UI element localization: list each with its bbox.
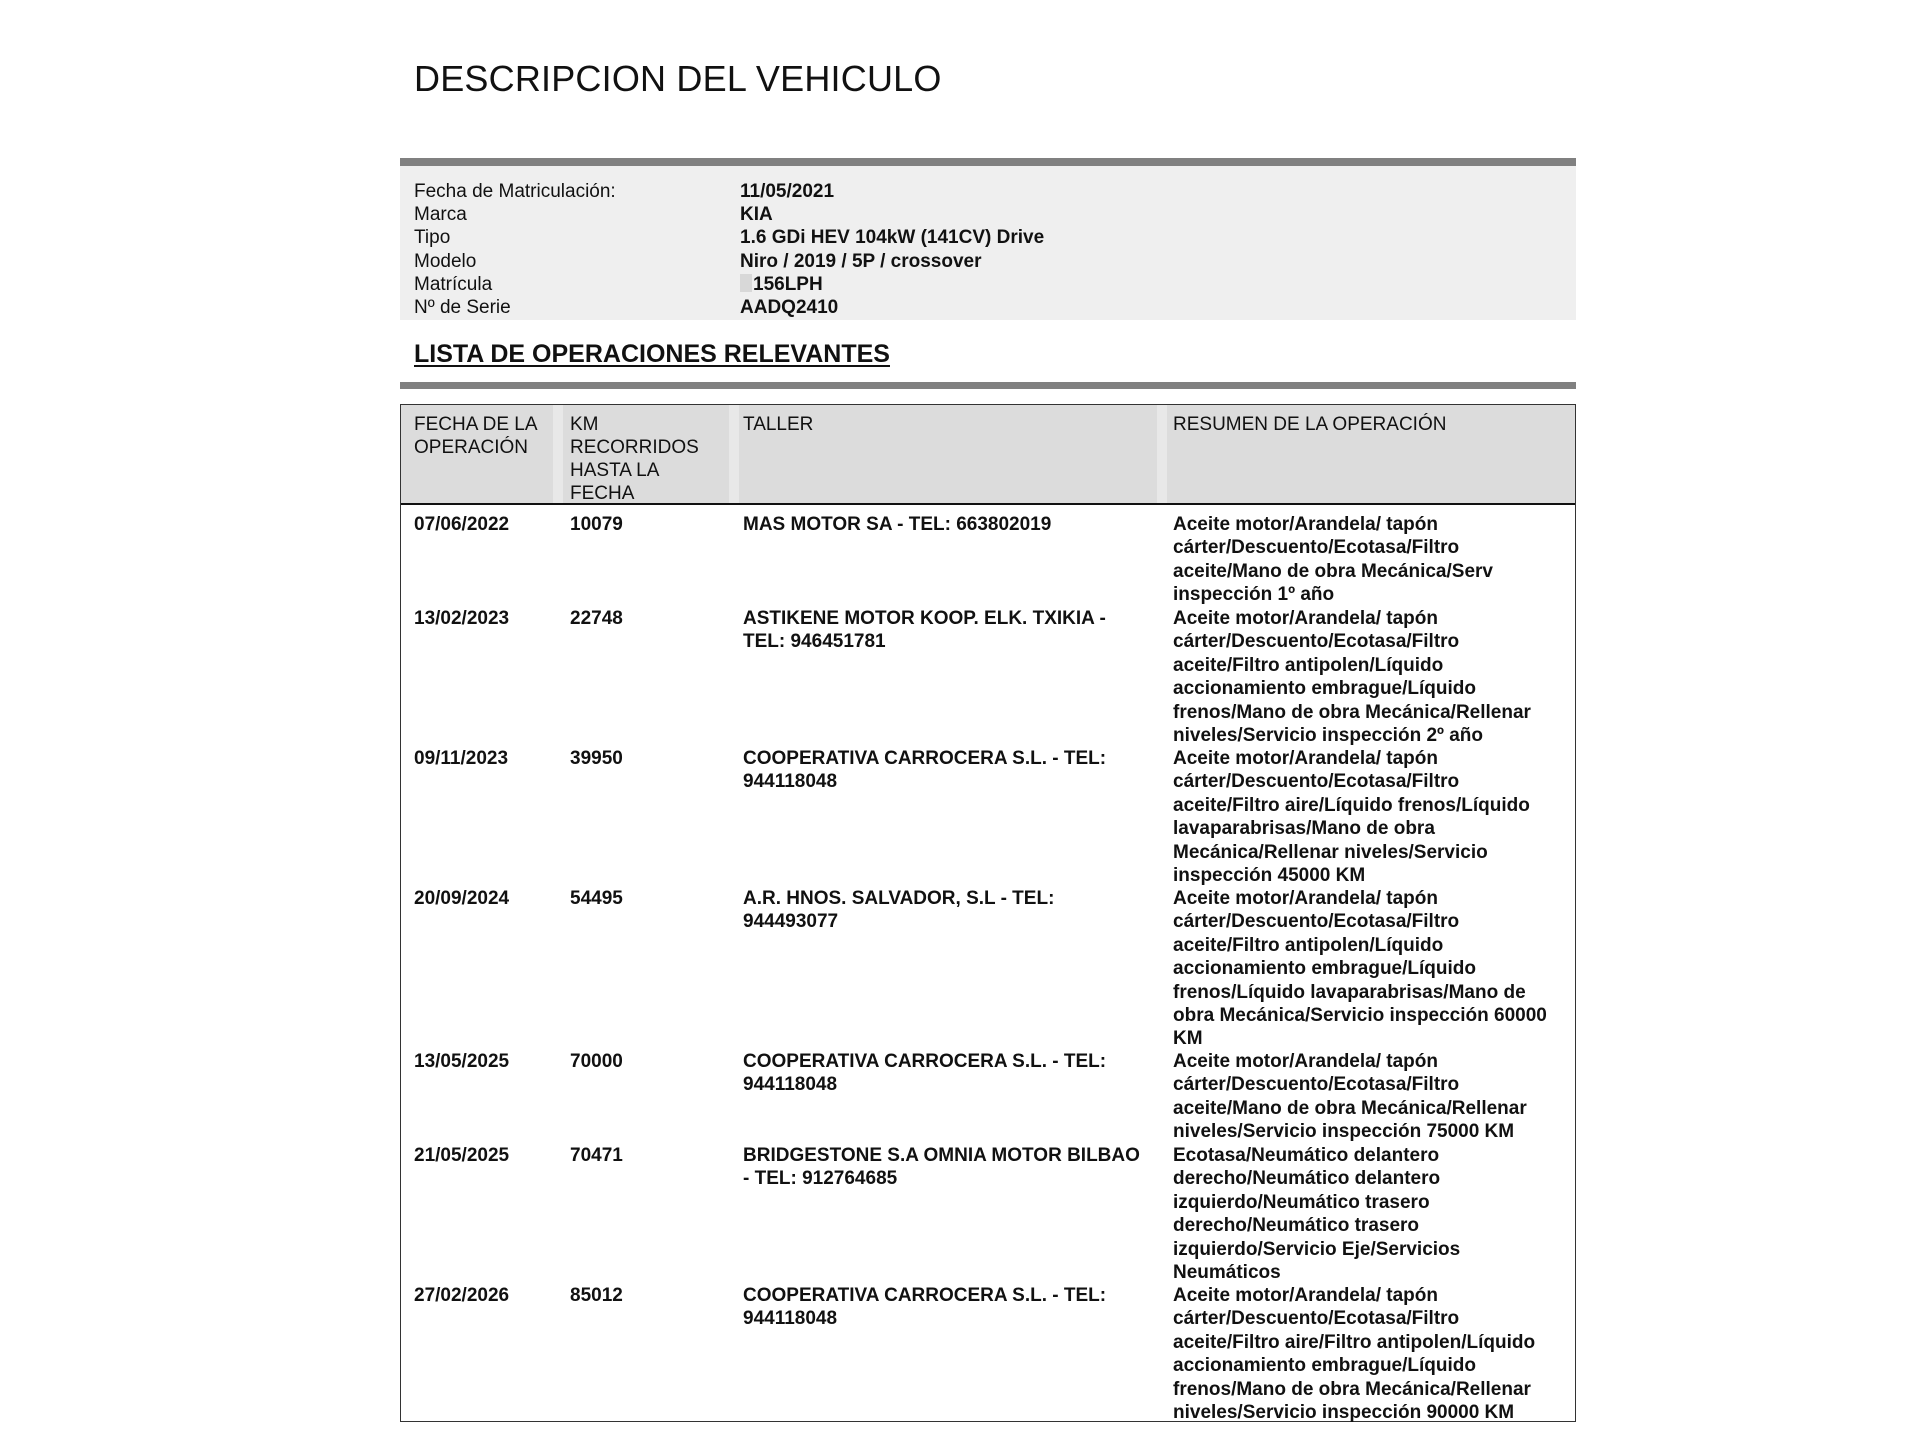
document-title: DESCRIPCION DEL VEHICULO — [414, 58, 942, 99]
field-label: Nº de Serie — [414, 297, 511, 318]
operation-km: 70471 — [570, 1145, 623, 1166]
column-header-resumen: RESUMEN DE LA OPERACIÓN — [1173, 414, 1447, 435]
column-header-km: KM RECORRIDOS HASTA LA FECHA — [570, 414, 699, 504]
operation-km: 54495 — [570, 888, 623, 909]
field-value: AADQ2410 — [740, 297, 839, 318]
operation-summary: Aceite motor/Arandela/ tapón cárter/Descuento/Ecotasa/Filtro aceite/Filtro aire/Filtro antipolen/Líquido accionamiento embrague/Líquido frenos/Mano de obra Mecánica/Rellenar niveles/Servicio inspección 90000 KM — [1173, 1285, 1536, 1424]
operation-date: 20/09/2024 — [414, 888, 510, 909]
vehicle-field-model — [414, 250, 982, 273]
operation-date: 09/11/2023 — [414, 748, 509, 769]
operation-km: 10079 — [570, 514, 623, 535]
field-value: Niro / 2019 / 5P / crossover — [740, 251, 982, 272]
header-separator — [553, 405, 563, 503]
operation-summary: Aceite motor/Arandela/ tapón cárter/Descuento/Ecotasa/Filtro aceite/Filtro antipolen/Líquido accionamiento embrague/Líquido frenos/Mano de obra Mecánica/Rellenar niveles/Servicio inspección 2º año — [1173, 608, 1531, 747]
column-header-taller: TALLER — [743, 414, 814, 435]
operation-date: 21/05/2025 — [414, 1145, 510, 1166]
operation-date: 27/02/2026 — [414, 1285, 510, 1306]
section-divider — [400, 382, 1576, 389]
operation-date: 13/02/2023 — [414, 608, 510, 629]
operation-taller: A.R. HNOS. SALVADOR, S.L - TEL: 944493077 — [743, 888, 1055, 933]
field-value: KIA — [740, 204, 773, 225]
field-label: Fecha de Matriculación: — [414, 181, 616, 202]
operation-summary: Aceite motor/Arandela/ tapón cárter/Descuento/Ecotasa/Filtro aceite/Mano de obra Mecánica/Rellenar niveles/Servicio inspección 75000 KM — [1173, 1051, 1527, 1143]
operation-taller: COOPERATIVA CARROCERA S.L. - TEL: 944118048 — [743, 748, 1107, 793]
field-label: Tipo — [414, 227, 451, 248]
header-separator — [729, 405, 739, 503]
field-value: 156LPH — [753, 274, 823, 295]
vehicle-field-brand — [414, 203, 773, 226]
vehicle-field-plate — [414, 273, 823, 296]
vehicle-field-registration-date — [414, 180, 834, 203]
operation-summary: Aceite motor/Arandela/ tapón cárter/Descuento/Ecotasa/Filtro aceite/Filtro antipolen/Líquido accionamiento embrague/Líquido frenos/Líquido lavaparabrisas/Mano de obra Mecánica/Servicio inspección 60000 KM — [1173, 888, 1547, 1050]
operation-date: 07/06/2022 — [414, 514, 510, 535]
operation-taller: MAS MOTOR SA - TEL: 663802019 — [743, 514, 1052, 535]
operation-taller: COOPERATIVA CARROCERA S.L. - TEL: 944118048 — [743, 1051, 1107, 1096]
operation-km: 22748 — [570, 608, 623, 629]
operation-summary: Aceite motor/Arandela/ tapón cárter/Descuento/Ecotasa/Filtro aceite/Filtro aire/Líquido frenos/Líquido lavaparabrisas/Mano de obra Mecánica/Rellenar niveles/Servicio inspección 45000 KM — [1173, 748, 1530, 887]
operation-km: 70000 — [570, 1051, 623, 1072]
vehicle-field-type — [414, 226, 1044, 249]
operation-taller: BRIDGESTONE S.A OMNIA MOTOR BILBAO - TEL: 912764685 — [743, 1145, 1140, 1190]
operation-date: 13/05/2025 — [414, 1051, 510, 1072]
operations-heading: LISTA DE OPERACIONES RELEVANTES — [414, 340, 890, 368]
field-label: Modelo — [414, 251, 477, 272]
operation-km: 85012 — [570, 1285, 623, 1306]
operation-summary: Aceite motor/Arandela/ tapón cárter/Descuento/Ecotasa/Filtro aceite/Mano de obra Mecánica/Serv inspección 1º año — [1173, 514, 1493, 606]
operation-summary: Ecotasa/Neumático delantero derecho/Neumático delantero izquierdo/Neumático trasero derecho/Neumático trasero izquierdo/Servicio Eje/Servicios Neumáticos — [1173, 1145, 1461, 1284]
header-separator — [1157, 405, 1167, 503]
table-header — [401, 405, 1575, 505]
operation-taller: ASTIKENE MOTOR KOOP. ELK. TXIKIA - TEL: 946451781 — [743, 608, 1106, 653]
operations-table — [400, 404, 1576, 1422]
redaction-mark — [740, 274, 752, 292]
field-value: 11/05/2021 — [740, 181, 835, 202]
vehicle-info-block — [400, 158, 1576, 320]
operation-taller: COOPERATIVA CARROCERA S.L. - TEL: 944118048 — [743, 1285, 1107, 1330]
field-label: Matrícula — [414, 274, 493, 295]
vehicle-field-serial — [414, 296, 838, 319]
field-label: Marca — [414, 204, 467, 225]
field-value: 1.6 GDi HEV 104kW (141CV) Drive — [740, 227, 1045, 248]
column-header-date: FECHA DE LA OPERACIÓN — [414, 414, 537, 458]
operation-km: 39950 — [570, 748, 623, 769]
